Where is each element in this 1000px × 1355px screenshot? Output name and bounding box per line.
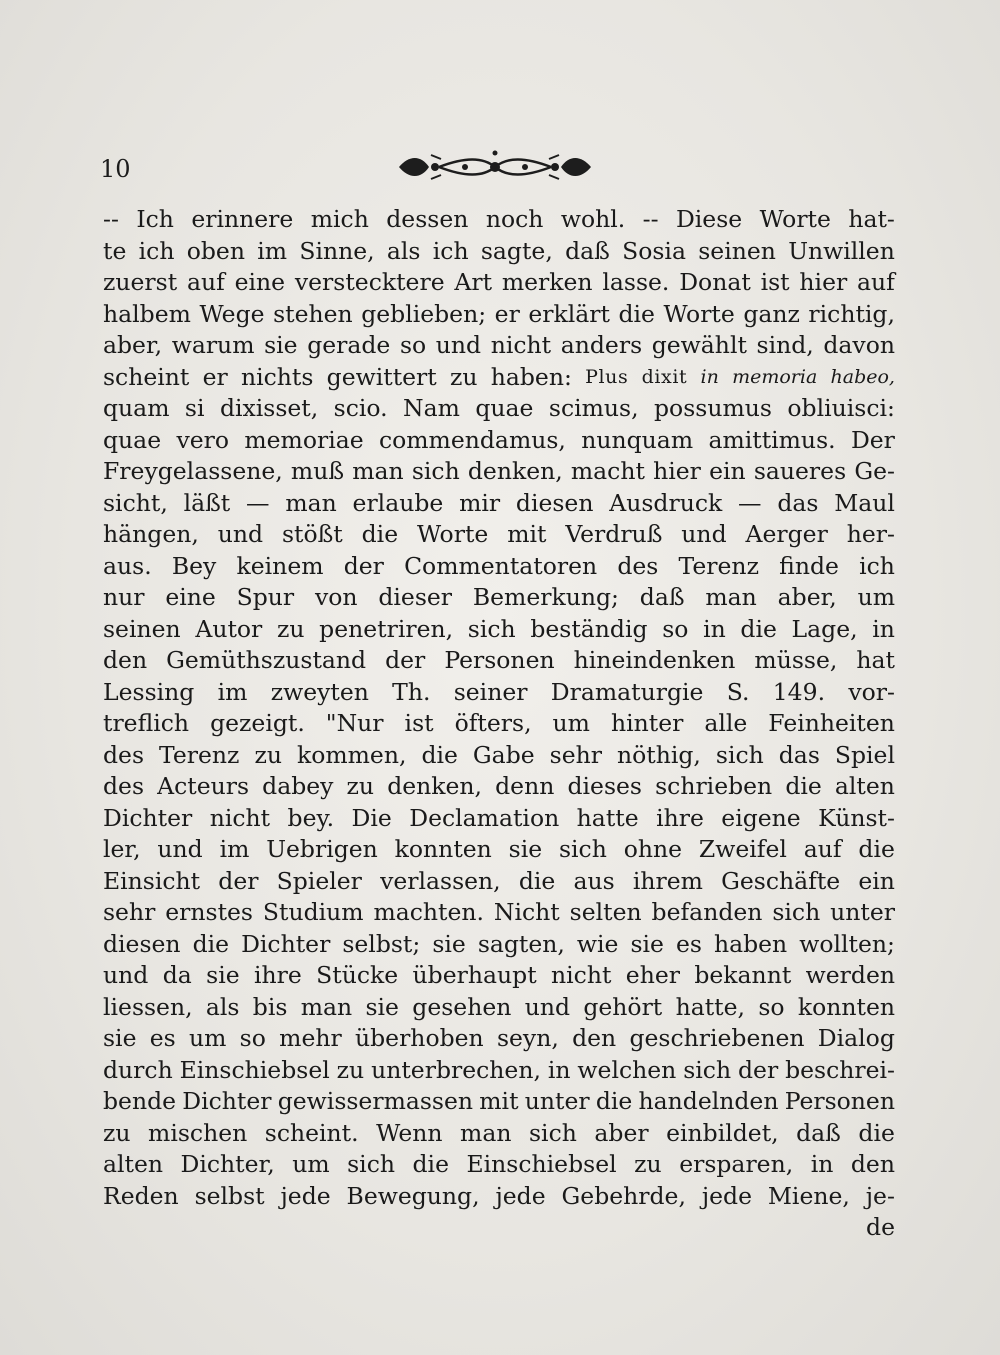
text-line: Freygelassene, muß man sich denken, macht hier ein saueres Ge- xyxy=(103,457,895,485)
text-line: quae vero memoriae commendamus, nunquam amittimus. Der xyxy=(103,425,895,454)
text-line: quam si dixisset, scio. Nam quae scimus, possumus obliuisci: xyxy=(103,394,895,422)
text-line: sie es um so mehr überhoben seyn, den geschriebenen Dialog xyxy=(103,1024,895,1052)
text-line: liessen, als bis man sie gesehen und gehört hatte, so konnten xyxy=(103,992,895,1021)
text-line: de xyxy=(866,1213,895,1241)
floral-vignette-ornament-icon xyxy=(395,145,595,189)
text-line: diesen die Dichter selbst; sie sagten, wie sie es haben wollten; xyxy=(103,929,895,958)
text-line: aus. Bey keinem der Commentatoren des Terenz finde ich xyxy=(103,551,895,580)
body-text xyxy=(103,204,895,1244)
text-line: Reden selbst jede Bewegung, jede Gebehrde, jede Miene, je- xyxy=(103,1181,895,1210)
text-line: nur eine Spur von dieser Bemerkung; daß man aber, um xyxy=(103,583,895,611)
text-line: Dichter nicht bey. Die Declamation hatte ihre eigene Künst- xyxy=(103,803,895,832)
text-line: hängen, und stößt die Worte mit Verdruß und Aerger her- xyxy=(103,520,895,548)
text-line: sicht, läßt — man erlaube mir diesen Ausdruck — das Maul xyxy=(103,488,895,517)
text-line: te ich oben im Sinne, als ich sagte, daß Sosia seinen Unwillen xyxy=(103,236,895,265)
text-line: seinen Autor zu penetriren, sich beständig so in die Lage, in xyxy=(103,614,895,643)
text-line: treflich gezeigt. "Nur ist öfters, um hinter alle Feinheiten xyxy=(103,709,895,737)
text-line: des Terenz zu kommen, die Gabe sehr nöthig, sich das Spiel xyxy=(103,740,895,769)
text-line: zuerst auf eine verstecktere Art merken lasse. Donat ist hier auf xyxy=(103,268,895,296)
text-line: den Gemüthszustand der Personen hineindenken müsse, hat xyxy=(103,646,895,674)
text-line: aber, warum sie gerade so und nicht anders gewählt sind, davon xyxy=(103,331,895,359)
text-line: des Acteurs dabey zu denken, denn dieses schrieben die alten xyxy=(103,772,895,800)
text-line: Lessing im zweyten Th. seiner Dramaturgie S. 149. vor- xyxy=(103,677,895,706)
text-line: alten Dichter, um sich die Einschiebsel zu ersparen, in den xyxy=(103,1150,895,1178)
text-line: bende Dichter gewissermassen mit unter die handelnden Personen xyxy=(103,1087,895,1115)
text-line: ler, und im Uebrigen konnten sie sich ohne Zweifel auf die xyxy=(103,835,895,863)
text-line: Einsicht der Spieler verlassen, die aus ihrem Geschäfte ein xyxy=(103,866,895,895)
text-line: halbem Wege stehen geblieben; er erklärt die Worte ganz richtig, xyxy=(103,299,895,328)
text-line: und da sie ihre Stücke überhaupt nicht eher bekannt werden xyxy=(103,961,895,989)
text-line: -- Ich erinnere mich dessen noch wohl. -- Diese Worte hat- xyxy=(103,205,895,233)
text-line: sehr ernstes Studium machten. Nicht selten befanden sich unter xyxy=(103,898,895,926)
text-line: zu mischen scheint. Wenn man sich aber einbildet, daß die xyxy=(103,1118,895,1147)
text-line: durch Einschiebsel zu unterbrechen, in welchen sich der beschrei- xyxy=(103,1055,895,1084)
page-number: 10 xyxy=(100,155,131,183)
text-line: scheint er nichts gewittert zu haben: Plus dixit in memoria habeo, xyxy=(103,362,895,391)
